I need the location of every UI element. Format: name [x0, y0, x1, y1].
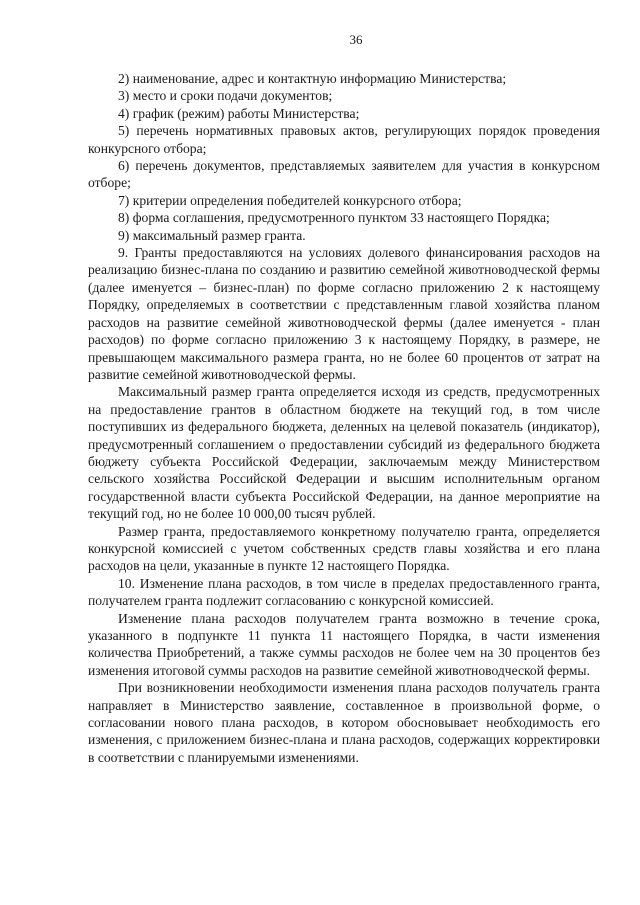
paragraph: 4) график (режим) работы Министерства; — [118, 105, 360, 121]
paragraph: 3) место и сроки подачи документов; — [118, 88, 333, 104]
paragraph: 6) перечень документов, представляемых заявителем для участия в конкурсном отборе; — [88, 158, 600, 191]
paragraph: 8) форма соглашения, предусмотренного пунктом 33 настоящего Порядка; — [118, 210, 550, 226]
paragraph: 5) перечень нормативных правовых актов, регулирующих порядок проведения конкурсного отбора; — [88, 123, 600, 156]
paragraph: 2) наименование, адрес и контактную информацию Министерства; — [118, 71, 507, 86]
paragraph: При возникновении необходимости изменения плана расходов получатель гранта направляет в Министерство заявление, составленное в произвольной форме, о согласовании нового плана расходов, в котором обосновывает необходимость его изменения, с приложением бизнес-плана и плана расходов, содержащих корректировки в соответствии с планируемыми изменениями. — [88, 680, 600, 765]
page-number: 36 — [349, 32, 363, 47]
paragraph: Размер гранта, предоставляемого конкретному получателю гранта, определяется конкурсной комиссией с учетом собственных средств главы хозяйства и его плана расходов на цели, указанные в пункте 12 настоящего Порядка. — [88, 523, 600, 574]
paragraph: 7) критерии определения победителей конкурсного отбора; — [118, 192, 462, 208]
paragraph: Изменение плана расходов получателем гранта возможно в течение срока, указанного в подпункте 11 пункта 11 настоящего Порядка, в части изменения количества Приобретений, а также суммы расходов не более чем на 30 процентов без изменения итоговой суммы расходов на развитие семейной животноводческой фермы. — [88, 610, 600, 678]
paragraph: 9) максимальный размер гранта. — [118, 227, 306, 243]
paragraph: 10. Изменение плана расходов, в том числе в пределах предоставленного гранта, получателем гранта подлежит согласованию с конкурсной комиссией. — [88, 575, 600, 609]
paragraph: Максимальный размер гранта определяется исходя из средств, предусмотренных на предоставление грантов в областном бюджете на текущий год, в том числе поступивших из федерального бюджета, деленных на целевой показатель (индикатор), предусмотренный соглашением о предоставлении субсидий из федерального бюджета бюджету субъекта Российской Федерации, заключаемым между Министерством сельского хозяйства Российской Федерации и высшим исполнительным органом государственной власти субъекта Российской Федерации, на данное мероприятие на текущий год, но не более 10 000,00 тысяч рублей. — [88, 384, 600, 522]
paragraph: 9. Гранты предоставляются на условиях долевого финансирования расходов на реализацию бизнес-плана по созданию и развитию семейной животноводческой фермы (далее именуется – бизнес-план) по форме согласно приложению 2 к настоящему Порядку, определяемых в соответствии с представленным главой хозяйства планом расходов на развитие семейной животноводческой фермы (далее именуется - план расходов) по форме согласно приложению 3 к настоящему Порядку, в размере, не превышающем максимального размера гранта, но не более 60 процентов от затрат на развитие семейной животноводческой фермы. — [88, 245, 600, 382]
